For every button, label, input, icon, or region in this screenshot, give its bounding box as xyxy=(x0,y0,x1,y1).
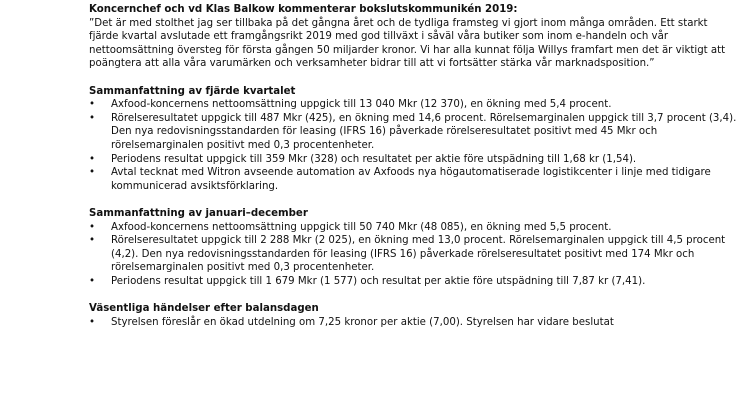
press-release-body xyxy=(89,3,739,329)
full-year-summary-list xyxy=(89,221,739,289)
list-item: • Axfood-koncernens nettoomsättning uppgick till 50 740 Mkr (48 085), en ökning med 5,5 procent. xyxy=(89,221,739,235)
subsequent-events-heading: Väsentliga händelser efter balansdagen xyxy=(89,303,319,315)
list-item: • Styrelsen föreslår en ökad utdelning om 7,25 kronor per aktie (7,00). Styrelsen har vidare beslutat xyxy=(89,316,739,330)
q4-summary-heading: Sammanfattning av fjärde kvartalet xyxy=(89,85,296,97)
q4-summary-section xyxy=(89,85,739,194)
subsequent-events-section xyxy=(89,302,739,329)
ceo-comment-heading: Koncernchef och vd Klas Balkow kommenterar bokslutskommunikén 2019: xyxy=(89,4,518,15)
full-year-summary-heading: Sammanfattning av januari–december xyxy=(89,207,308,219)
ceo-comment-section xyxy=(89,3,739,71)
q4-summary-list xyxy=(89,98,739,193)
list-item: • Periodens resultat uppgick till 1 679 Mkr (1 577) och resultat per aktie före utspädning till 7,87 kr (7,41). xyxy=(89,275,739,289)
list-item: • Periodens resultat uppgick till 359 Mkr (328) och resultatet per aktie före utspädning till 1,68 kr (1,54). xyxy=(89,153,739,167)
list-item: • Axfood-koncernens nettoomsättning uppgick till 13 040 Mkr (12 370), en ökning med 5,4 procent. xyxy=(89,98,739,112)
list-item: • Rörelseresultatet uppgick till 487 Mkr (425), en ökning med 14,6 procent. Rörelsemarginalen uppgick till 3,7 procent (3,4). Den nya redovisningsstandarden för leasing (IFRS 16) påverkade rörelseresultatet positivt med 45 Mkr och rörelsemarginalen positivt med 0,3 procentenheter. xyxy=(89,112,739,153)
list-item: • Avtal tecknat med Witron avseende automation av Axfoods nya högautomatiserade logistikcenter i linje med tidigare kommunicerad avsiktsförklaring. xyxy=(89,166,739,193)
list-item: • Rörelseresultatet uppgick till 2 288 Mkr (2 025), en ökning med 13,0 procent. Rörelsemarginalen uppgick till 4,5 procent (4,2). Den nya redovisningsstandarden för leasing (IFRS 16) påverkade rörelseresultatet positivt med 174 Mkr och rörelsemarginalen positivt med 0,3 procentenheter. xyxy=(89,234,739,275)
full-year-summary-section xyxy=(89,207,739,289)
ceo-quote: ”Det är med stolthet jag ser tillbaka på det gångna året och de tydliga framsteg vi gjort inom många områden. Ett starkt fjärde kvartal avslutade ett framgångsrikt 2019 med god tillväxt i såväl våra butiker som inom e-handeln och vår nettoomsättning översteg för första gången 50 miljarder kronor. Vi har alla kunnat följa Willys framfart men det är viktigt att poängtera att alla våra varumärken och verksamheter bidrar till att vi fortsätter stärka vår marknadsposition.” xyxy=(89,17,726,70)
subsequent-events-list xyxy=(89,316,739,330)
